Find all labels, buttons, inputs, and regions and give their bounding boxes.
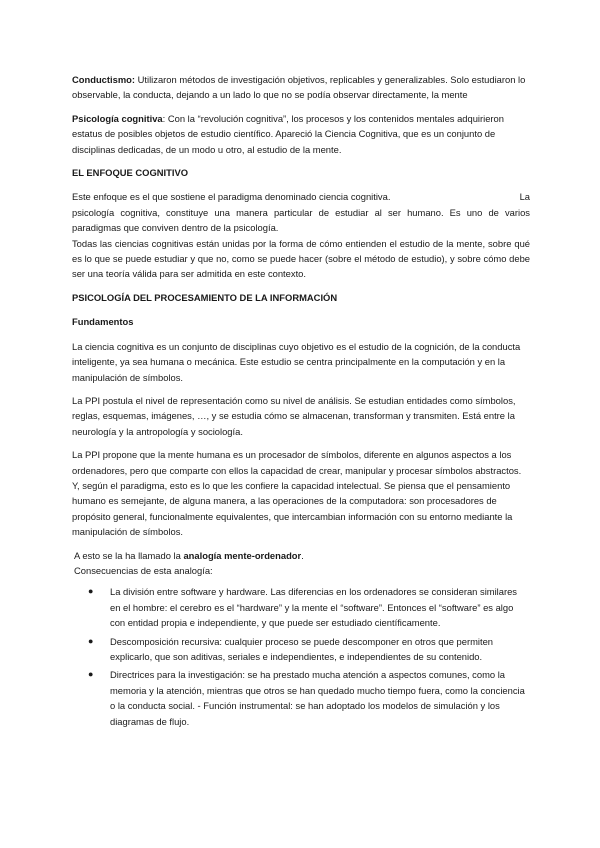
enfoque-second: Todas las ciencias cognitivas están unidas por la forma de cómo entienden el estudio de la mente, sobre qué es lo que se puede estudiar y que no, como se puede hacer (sobre el método de estudio), y sobre cómo debe ser una teoría válida para ser admitida en este contexto.	[72, 237, 530, 280]
term-psicologia-cognitiva: Psicología cognitiva	[72, 112, 163, 124]
text-conductismo: Utilizaron métodos de investigación objetivos, replicables y generalizables. Solo estudiaron lo observable, la conducta, dejando a un lado lo que no se podía observar directamente, la mente	[72, 74, 526, 101]
term-analogia: analogía mente-ordenador	[183, 549, 302, 561]
paragraph-psicologia-cognitiva	[72, 111, 530, 157]
text-psicologia-cognitiva: : Con la “revolución cognitiva”, los procesos y los contenidos mentales adquirieron estatus de posibles objetos de estudio científico. Apareció la Ciencia Cognitiva, que es un conjunto de disciplinas dedicadas, de un modo u otro, al estudio de la mente.	[72, 112, 504, 155]
paragraph-ciencia-cognitiva: La ciencia cognitiva es un conjunto de disciplinas cuyo objetivo es el estudio de la cognición, de la conducta inteligente, ya sea humana o mecánica. Este estudio se centra principalmente en la computación y en la manipulación de símbolos.	[72, 340, 521, 383]
consequences-list	[72, 584, 530, 729]
enfoque-rest: psicología cognitiva, constituye una manera particular de estudiar al ser humano. Es uno de varios paradigmas que conviven dentro de la psicología.	[72, 206, 530, 234]
list-item-text: Descomposición recursiva: cualquier proceso se puede descomponer en otros que permiten explicarlo, que son aditivas, seriales e independientes, e independientes de su contenido.	[110, 635, 494, 662]
list-item	[72, 584, 530, 630]
list-item	[72, 667, 530, 729]
paragraph-analogia	[74, 548, 530, 579]
list-item-text: La división entre software y hardware. Las diferencias en los ordenadores se consideran similares en el hombre: el cerebro es el “hardware” y la mente el “software”. Entonces el “software” es algo con entidad propia e independiente, y que puede ser estudiado científicamente.	[110, 586, 517, 629]
list-item	[72, 634, 530, 665]
paragraph-ppi-nivel: La PPI postula el nivel de representación como su nivel de análisis. Se estudian entidades como símbolos, reglas, esquemas, imágenes, …, y se estudia cómo se almacenan, transforman y transmiten. Está entre la neurología y la antropología y sociología.	[72, 394, 516, 437]
bullet-icon: ●	[88, 669, 94, 680]
term-conductismo: Conductismo:	[72, 74, 136, 85]
analogia-pre: A esto se la ha llamado la	[74, 549, 184, 561]
heading-fundamentos: Fundamentos	[72, 316, 134, 328]
paragraph-enfoque	[72, 189, 530, 281]
document-body	[72, 72, 530, 732]
analogia-post: .	[301, 549, 304, 561]
paragraph-ppi-propone: La PPI propone que la mente humana es un procesador de símbolos, diferente en algunos aspectos a los ordenadores, pero que comparte con ellos la capacidad de crear, manipular y procesar símbolos abstractos. Y, según el paradigma, esto es lo que les confiere la capacidad intelectual. Se piensa que el pensamiento humano es semejante, de alguna manera, a las operaciones de la computadora: son procesadores de propósito general, funcionalmente equivalentes, que intercambian información con su entorno mediante la manipulación de símbolos.	[72, 449, 522, 538]
heading-enfoque-cognitivo: EL ENFOQUE COGNITIVO	[72, 167, 188, 179]
paragraph-conductismo	[72, 72, 530, 103]
bullet-icon: ●	[88, 635, 94, 646]
enfoque-line1: Este enfoque es el que sostiene el paradigma denominado ciencia cognitiva.	[72, 191, 391, 203]
consecuencias-label: Consecuencias de esta analogía:	[74, 564, 213, 576]
bullet-icon: ●	[88, 586, 94, 597]
heading-ppi: PSICOLOGÍA DEL PROCESAMIENTO DE LA INFORMACIÓN	[72, 291, 338, 303]
enfoque-line1-end: La	[519, 191, 530, 203]
list-item-text: Directrices para la investigación: se ha prestado mucha atención a aspectos comunes, como la memoria y la atención, mientras que otros se han quedado mucho tiempo fuera, como la conciencia o la conducta social. - Función instrumental: se han adoptado los modelos de simulación y los diagramas de flujo.	[110, 669, 525, 727]
